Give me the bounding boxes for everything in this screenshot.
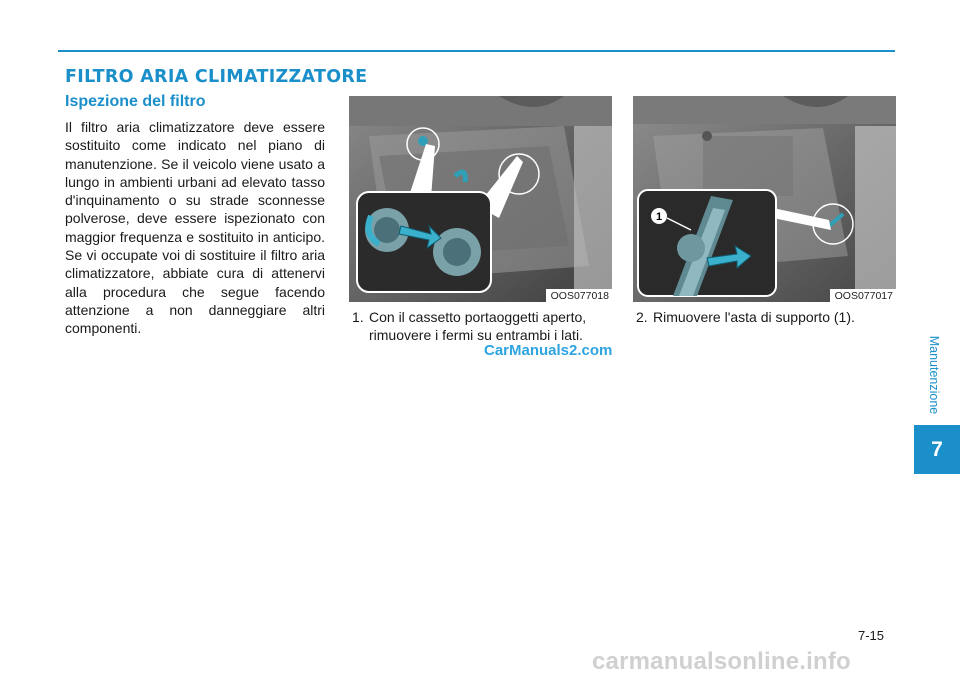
page-number: 7-15 [858,628,885,643]
glovebox-fasteners-illustration [349,96,612,302]
callout-1-label: 1 [655,211,663,223]
step-text: Con il cassetto portaoggetti aperto, [369,309,587,325]
chapter-tab: 7 [914,425,960,474]
watermark-link[interactable]: CarManuals2.com [484,342,613,359]
figure-code: OOS077018 [546,289,612,302]
body-paragraph: Il filtro aria climatizzatore deve essere sostituito come indicato nel piano di manutenzione. Se il veicolo viene usato a lungo in ambienti urbani ad elevato tasso d'inquinamento o su strade sconnesse polverose, deve essere ispezionato con maggior frequenza e sostituito in anticipo. Se vi occupate voi di sostituire il filtro aria climatizzatore, abbiate cura di attenervi alla procedura che segue facendo attenzione a non danneggiare altri componenti. [65,119,325,337]
step-number: 1. [352,309,364,325]
step-1 [352,308,614,344]
footer-watermark[interactable]: carmanualsonline.info [592,648,851,675]
step-text-continued: rimuovere i fermi su entrambi i lati. [369,327,583,343]
section-title: FILTRO ARIA CLIMATIZZATORE [65,67,368,87]
step-text: Rimuovere l'asta di supporto (1). [653,309,855,325]
subsection-title: Ispezione del filtro [65,93,206,110]
figure-code: OOS077017 [830,289,896,302]
figure-support-rod [633,96,896,302]
figure-glovebox-fasteners [349,96,612,302]
top-rule [58,50,895,52]
step-number: 2. [636,309,648,325]
support-rod-illustration [633,96,896,302]
step-2 [636,308,898,326]
sidebar-section-label: Manutenzione [927,335,941,415]
